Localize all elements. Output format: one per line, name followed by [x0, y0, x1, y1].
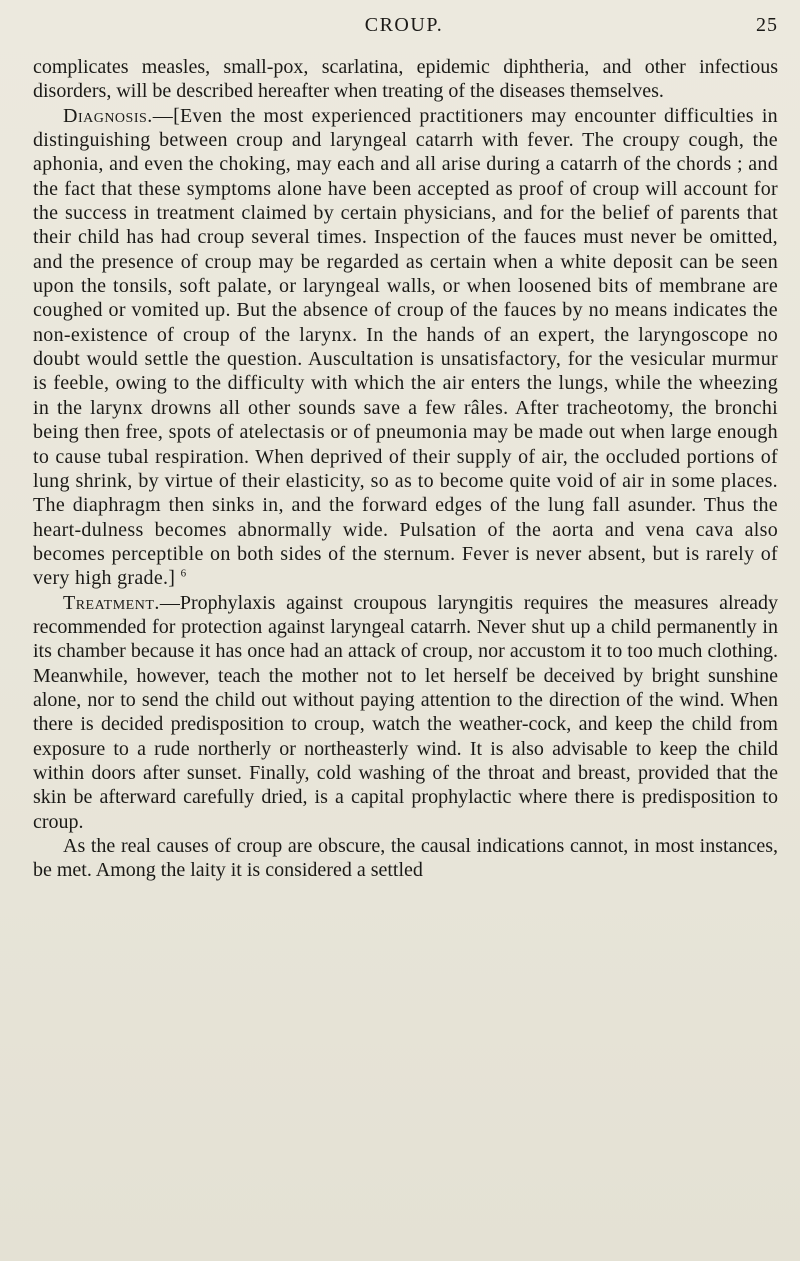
paragraph-text: —Prophylaxis against croupous laryngitis requires the measures already recommended for protection against laryngeal catarrh. Never shut up a child permanently in its chamber because it has once had an attack of croup, nor accustom it to too much clothing. Meanwhile, however, teach the mother not to let herself be deceived by bright sunshine alone, nor to send the child out without paying attention to the direction of the wind. When there is decided predisposition to croup, watch the weather-cock, and keep the child from exposure to a rude northerly or northeasterly wind. It is also advisable to keep the child within doors after sunset. Finally, cold washing of the throat and breast, provided that the skin be afterward carefully dried, is a capital prophylactic where there is predisposition to croup.	[33, 591, 778, 833]
paragraph-text: complicates measles, small-pox, scarlatina, epidemic diphtheria, and other infectious disorders, will be described hereafter when treating of the diseases themselves.	[33, 56, 778, 103]
running-title: CROUP.	[364, 14, 444, 36]
paragraph-treatment	[33, 591, 778, 834]
paragraph-text: —[Even the most experienced practitioners may encounter difficulties in distinguishing between croup and laryngeal catarrh with fever. The croupy cough, the aphonia, and even the choking, may each and all arise during a catarrh of the chords ; and the fact that these symptoms alone have been accepted as proof of croup will account for the success in treatment claimed by certain physicians, and for the belief of parents that their child has had croup several times. Inspection of the fauces must never be omitted, and the presence of croup may be regarded as certain when a white deposit can be seen upon the tonsils, soft palate, or laryngeal walls, or when loosened bits of membrane are coughed or vomited up. But the absence of croup of the fauces by no means indicates the non-existence of croup of the larynx. In the hands of an expert, the laryngoscope no doubt would settle the question. Auscultation is unsatisfactory, for the vesicular murmur is feeble, owing to the difficulty with which the air enters the lungs, while the wheezing in the larynx drowns all other sounds save a few râles. After tracheotomy, the bronchi being then free, spots of atelectasis or of pneumonia may be made out when large enough to cause tubal respiration. When deprived of their supply of air, the occluded portions of lung shrink, by virtue of their elasticity, so as to become quite void of air in some places. The diaphragm then sinks in, and the forward edges of the lung fall asunder. Thus the heart-dulness becomes abnormally wide. Pulsation of the aorta and vena cava also becomes perceptible on both sides of the sternum. Fever is never absent, but is rarely of very high grade.]	[33, 104, 778, 590]
section-heading-diagnosis: Diagnosis.	[63, 104, 153, 127]
page-number: 25	[756, 14, 778, 36]
running-head	[30, 14, 778, 44]
paragraph-diagnosis	[33, 104, 778, 591]
footnote-marker: 6	[180, 567, 187, 580]
paragraph-causes	[33, 834, 778, 883]
paragraph-continuation	[33, 55, 778, 104]
paragraph-text: As the real causes of croup are obscure, the causal indications cannot, in most instances, be met. Among the laity it is considered a settled	[33, 835, 778, 882]
section-heading-treatment: Treatment.	[63, 591, 160, 614]
body-text	[33, 55, 778, 883]
